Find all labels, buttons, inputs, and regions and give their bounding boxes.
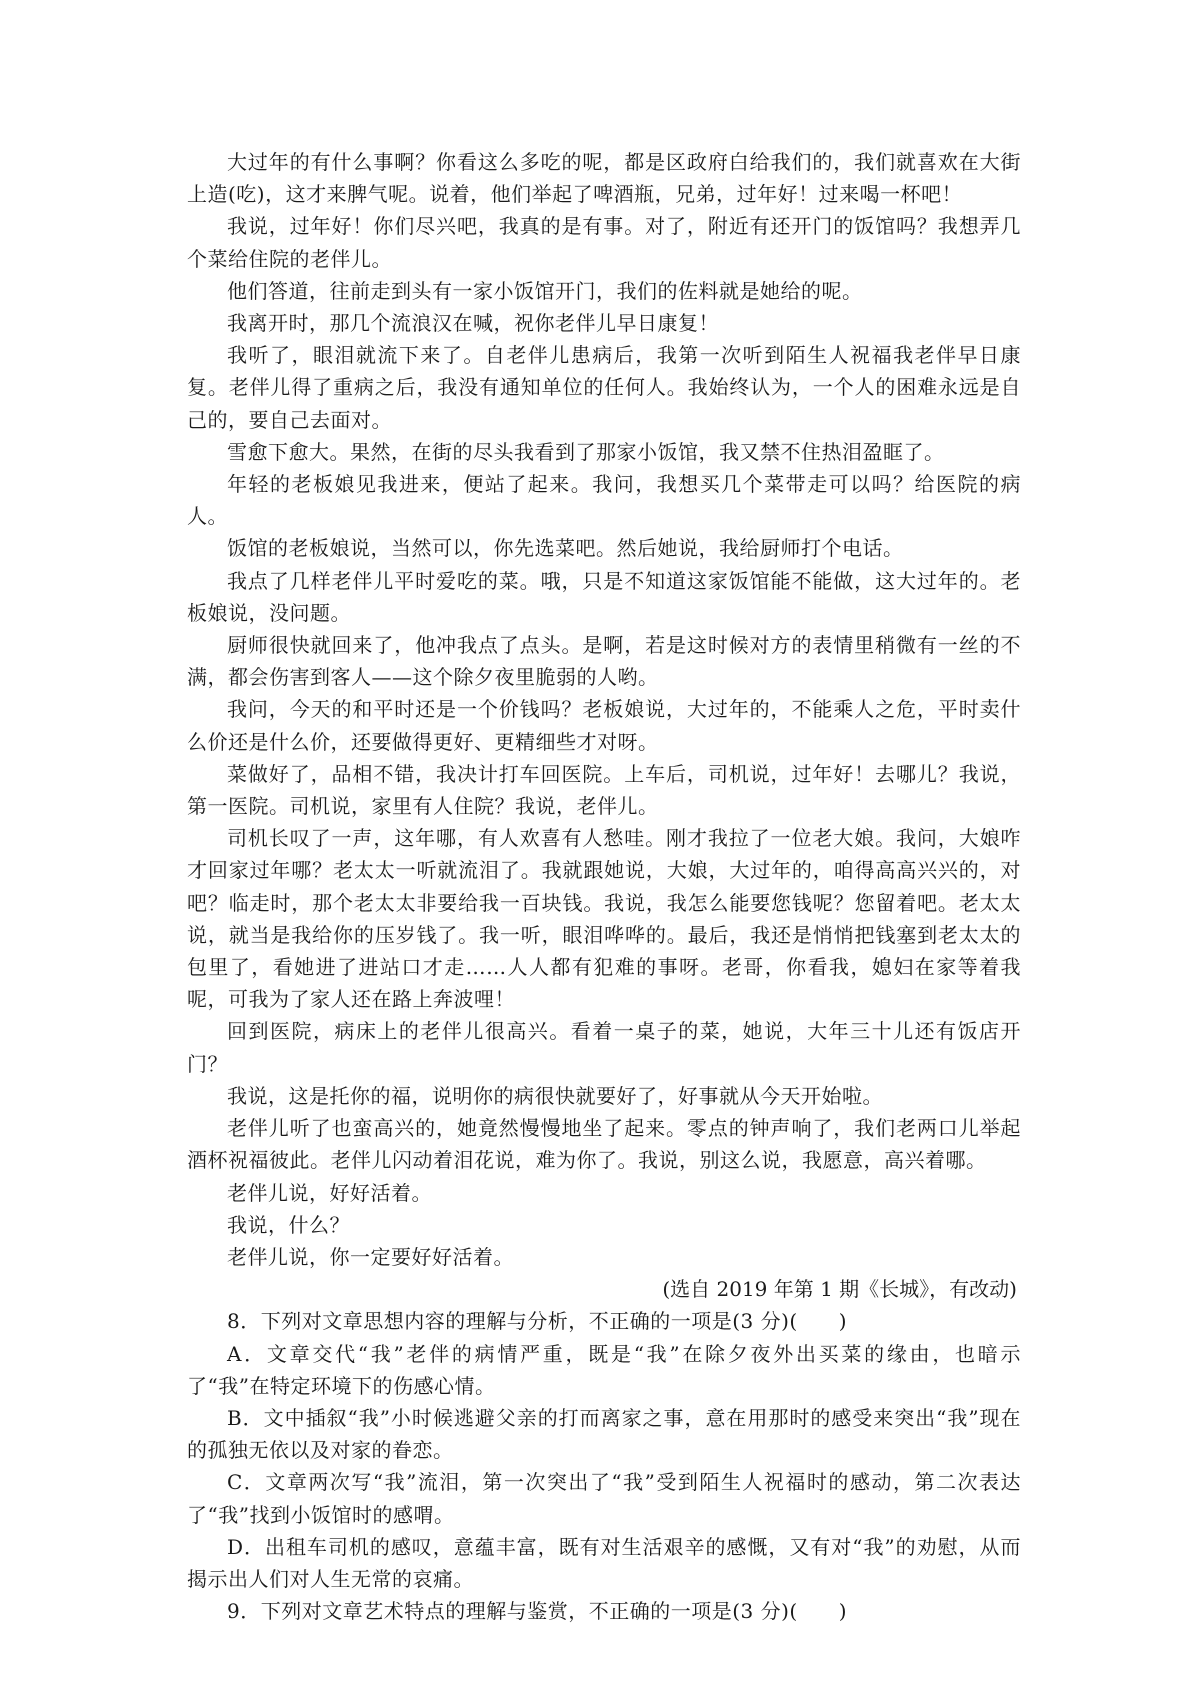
- story-paragraph-5: 我听了，眼泪就流下来了。自老伴儿患病后，我第一次听到陌生人祝福我老伴早日康复。老伴儿得了重病之后，我没有通知单位的任何人。我始终认为，一个人的困难永远是自己的，要自己去面对。: [187, 343, 1021, 432]
- story-paragraph-11: 我问，今天的和平时还是一个价钱吗？老板娘说，大过年的，不能乘人之危，平时卖什么价还是什么价，还要做得更好、更精细些才对呀。: [187, 697, 1021, 754]
- question-8-option-b: B．文中插叙“我”小时候逃避父亲的打而离家之事，意在用那时的感受来突出“我”现在的孤独无依以及对家的眷恋。: [187, 1405, 1021, 1463]
- story-paragraph-9: 我点了几样老伴儿平时爱吃的菜。哦，只是不知道这家饭馆能不能做，这大过年的。老板娘说，没问题。: [187, 568, 1021, 625]
- question-8-stem: 8．下列对文章思想内容的理解与分析，不正确的一项是(3 分)( ): [227, 1309, 848, 1334]
- story-paragraph-1: 大过年的有什么事啊？你看这么多吃的呢，都是区政府白给我们的，我们就喜欢在大街上造(吃)，这才来脾气呢。说着，他们举起了啤酒瓶，兄弟，过年好！过来喝一杯吧！: [187, 150, 1021, 207]
- story-paragraph-19: 老伴儿说，你一定要好好活着。: [227, 1244, 514, 1269]
- document-page: [187, 146, 1021, 1627]
- story-paragraph-18: 我说，什么？: [227, 1212, 350, 1237]
- story-paragraph-7: 年轻的老板娘见我进来，便站了起来。我问，我想买几个菜带走可以吗？给医院的病人。: [187, 472, 1021, 529]
- question-8-option-c: C．文章两次写“我”流泪，第一次突出了“我”受到陌生人祝福时的感动，第二次表达了“我”找到小饭馆时的感喟。: [187, 1470, 1021, 1527]
- story-paragraph-14: 回到医院，病床上的老伴儿很高兴。看着一桌子的菜，她说，大年三十儿还有饭店开门？: [187, 1019, 1021, 1076]
- question-9-stem: 9．下列对文章艺术特点的理解与鉴赏，不正确的一项是(3 分)( ): [227, 1599, 848, 1624]
- story-paragraph-3: 他们答道，往前走到头有一家小饭馆开门，我们的佐料就是她给的呢。: [227, 278, 863, 303]
- question-8-option-a: A．文章交代“我”老伴的病情严重，既是“我”在除夕夜外出买菜的缘由，也暗示了“我”在特定环境下的伤感心情。: [187, 1341, 1021, 1398]
- story-paragraph-6: 雪愈下愈大。果然，在街的尽头我看到了那家小饭馆，我又禁不住热泪盈眶了。: [227, 439, 945, 464]
- story-paragraph-10: 厨师很快就回来了，他冲我点了点头。是啊，若是这时候对方的表情里稍微有一丝的不满，都会伤害到客人——这个除夕夜里脆弱的人哟。: [187, 633, 1021, 690]
- story-paragraph-15: 我说，这是托你的福，说明你的病很快就要好了，好事就从今天开始啦。: [227, 1083, 883, 1108]
- story-paragraph-17: 老伴儿说，好好活着。: [227, 1180, 432, 1205]
- story-paragraph-16: 老伴儿听了也蛮高兴的，她竟然慢慢地坐了起来。零点的钟声响了，我们老两口儿举起酒杯祝福彼此。老伴儿闪动着泪花说，难为你了。我说，别这么说，我愿意，高兴着哪。: [187, 1116, 1021, 1173]
- story-paragraph-4: 我离开时，那几个流浪汉在喊，祝你老伴儿早日康复！: [227, 311, 719, 336]
- question-8-option-d: D．出租车司机的感叹，意蕴丰富，既有对生活艰辛的感慨，又有对“我”的劝慰，从而揭示出人们对人生无常的哀痛。: [187, 1534, 1021, 1591]
- story-paragraph-2: 我说，过年好！你们尽兴吧，我真的是有事。对了，附近有还开门的饭馆吗？我想弄几个菜给住院的老伴儿。: [187, 214, 1021, 271]
- story-paragraph-8: 饭馆的老板娘说，当然可以，你先选菜吧。然后她说，我给厨师打个电话。: [227, 536, 904, 561]
- source-citation: (选自 2019 年第 1 期《长城》，有改动): [662, 1277, 1017, 1302]
- story-paragraph-12: 菜做好了，品相不错，我决计打车回医院。上车后，司机说，过年好！去哪儿？我说，第一医院。司机说，家里有人住院？我说，老伴儿。: [187, 761, 1021, 819]
- story-paragraph-13: 司机长叹了一声，这年哪，有人欢喜有人愁哇。刚才我拉了一位老大娘。我问，大娘咋才回家过年哪？老太太一听就流泪了。我就跟她说，大娘，大过年的，咱得高高兴兴的，对吧？临走时，那个老太太非要给我一百块钱。我说，我怎么能要您钱呢？您留着吧。老太太说，就当是我给你的压岁钱了。我一听，眼泪哗哗的。最后，我还是悄悄把钱塞到老太太的包里了，看她进了进站口才走……人人都有犯难的事呀。老哥，你看我，媳妇在家等着我呢，可我为了家人还在路上奔波哩！: [187, 826, 1021, 1012]
